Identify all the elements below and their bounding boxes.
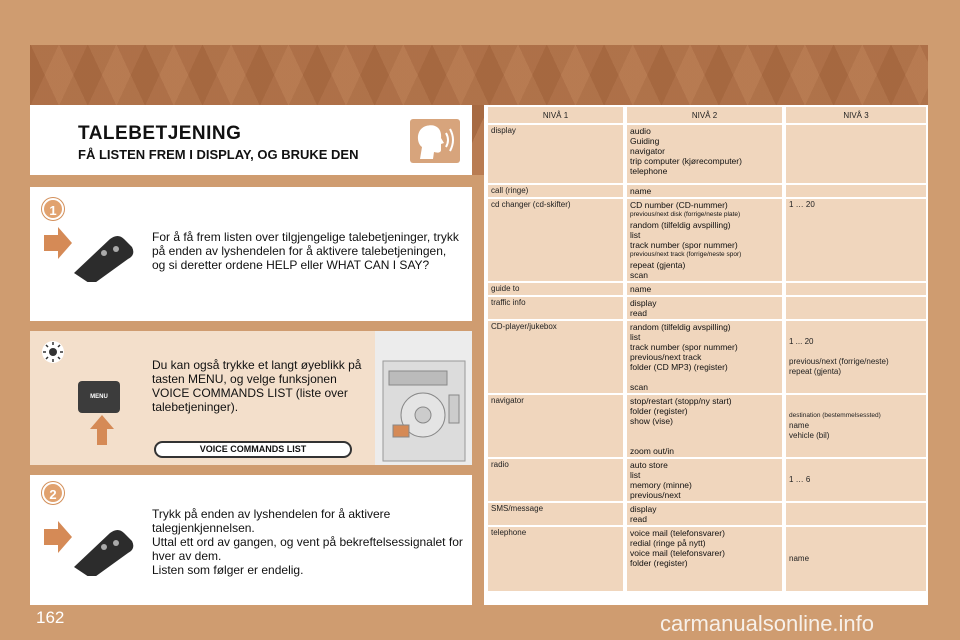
level1-cell: CD-player/jukebox xyxy=(488,321,623,393)
light-stalk-icon xyxy=(44,521,124,566)
table-row xyxy=(488,527,926,591)
step2-panel xyxy=(30,475,472,605)
level3-cell xyxy=(786,395,926,457)
option-item: scan xyxy=(630,270,648,280)
option-item: repeat (gjenta) xyxy=(789,367,842,376)
table-row xyxy=(488,321,926,393)
level2-cell xyxy=(627,297,782,319)
step2-text xyxy=(152,507,470,577)
option-item: Guiding xyxy=(630,136,660,146)
option-item: 1 … 20 xyxy=(789,200,815,209)
option-item: previous/next disk (forrige/neste plate) xyxy=(630,211,741,218)
option-item: voice mail (telefonsvarer) xyxy=(630,548,725,558)
option-item: previous/next track (forrige/neste spor) xyxy=(630,251,742,258)
title-box xyxy=(30,105,472,175)
option-item: list xyxy=(630,470,641,480)
option-item: track number (spor nummer) xyxy=(630,240,738,250)
option-item: destination (bestemmelsessted) xyxy=(789,412,881,419)
spacer xyxy=(789,347,923,357)
level1-cell: navigator xyxy=(488,395,623,457)
table-header-row xyxy=(488,107,926,123)
option-item: track number (spor nummer) xyxy=(630,342,738,352)
level2-cell xyxy=(627,185,782,197)
option-item: 1 … 6 xyxy=(789,475,811,484)
step2-line3: Listen som følger er endelig. xyxy=(152,563,304,577)
voice-head-icon xyxy=(410,119,460,163)
option-item: name xyxy=(630,186,652,196)
step2-line2: Uttal ett ord av gangen, og vent på bekreftelsessignalet for hver av dem. xyxy=(152,535,463,563)
table-row xyxy=(488,185,926,197)
level1-cell: radio xyxy=(488,459,623,501)
level2-cell xyxy=(627,527,782,591)
option-item: previous/next (forrige/neste) xyxy=(789,357,889,366)
press-arrow-icon xyxy=(90,415,114,450)
option-item: name xyxy=(789,554,810,563)
table-row xyxy=(488,125,926,183)
header-level1: NIVÅ 1 xyxy=(488,107,623,123)
menu-key[interactable]: MENU xyxy=(78,381,120,413)
level2-cell xyxy=(627,199,782,281)
table-row xyxy=(488,395,926,457)
option-item: repeat (gjenta) xyxy=(630,260,686,270)
header-level2: NIVÅ 2 xyxy=(627,107,782,123)
option-item: previous/next track xyxy=(630,352,702,362)
level2-cell xyxy=(627,503,782,525)
header-level3: NIVÅ 3 xyxy=(786,107,926,123)
level2-cell xyxy=(627,321,782,393)
option-item: read xyxy=(630,308,648,318)
level1-cell: display xyxy=(488,125,623,183)
voice-commands-list-button[interactable]: VOICE COMMANDS LIST xyxy=(154,441,352,458)
level1-cell: guide to xyxy=(488,283,623,295)
option-item: zoom out/in xyxy=(630,446,674,456)
option-item: vehicle (bil) xyxy=(789,431,830,440)
step2-line1: Trykk på enden av lyshendelen for å aktivere talegjenkjennelsen. xyxy=(152,507,391,535)
option-item: telephone xyxy=(630,166,668,176)
sun-icon xyxy=(42,341,64,363)
option-item: auto store xyxy=(630,460,668,470)
decorative-band-overlay xyxy=(30,45,928,105)
table-row xyxy=(488,283,926,295)
table-row xyxy=(488,459,926,501)
level3-cell xyxy=(786,125,926,183)
option-item: display xyxy=(630,504,657,514)
watermark: carmanualsonline.info xyxy=(660,611,875,636)
option-item: name xyxy=(789,421,810,430)
step1-badge: 1 xyxy=(42,198,64,220)
option-item: CD number (CD-nummer) xyxy=(630,200,728,210)
option-item: scan xyxy=(630,382,648,392)
option-item: folder (register) xyxy=(630,558,688,568)
level3-cell xyxy=(786,297,926,319)
light-stalk-icon xyxy=(44,227,124,272)
option-item: 1 ... 20 xyxy=(789,337,814,346)
level1-cell: traffic info xyxy=(488,297,623,319)
option-item: previous/next xyxy=(630,490,681,500)
option-item: audio xyxy=(630,126,651,136)
spacer xyxy=(630,436,779,446)
level3-cell xyxy=(786,459,926,501)
level2-cell xyxy=(627,395,782,457)
table-row xyxy=(488,297,926,319)
option-item: random (tilfeldig avspilling) xyxy=(630,220,731,230)
level3-cell xyxy=(786,321,926,393)
table-row xyxy=(488,199,926,281)
level2-cell xyxy=(627,125,782,183)
table-row xyxy=(488,503,926,525)
option-item: show (vise) xyxy=(630,416,673,426)
page-number: 162 xyxy=(36,608,65,627)
level1-cell: call (ringe) xyxy=(488,185,623,197)
spacer xyxy=(630,372,779,382)
tip-panel xyxy=(30,331,472,465)
voice-commands-table xyxy=(484,105,928,605)
option-item: display xyxy=(630,298,657,308)
tip-text: Du kan også trykke et langt øyeblikk på tasten MENU, og velge funksjonen VOICE COMMANDS LIST (liste over talebetjeninger). xyxy=(152,358,362,414)
step1-panel xyxy=(30,187,472,321)
option-item: read xyxy=(630,514,648,524)
option-item: random (tilfeldig avspilling) xyxy=(630,322,731,332)
level2-cell xyxy=(627,459,782,501)
level2-cell xyxy=(627,283,782,295)
level1-cell: telephone xyxy=(488,527,623,591)
spacer xyxy=(630,426,779,436)
option-item: navigator xyxy=(630,146,665,156)
option-item: memory (minne) xyxy=(630,480,692,490)
step2-badge: 2 xyxy=(42,482,64,504)
option-item: folder (register) xyxy=(630,406,688,416)
radio-panel-image xyxy=(375,331,472,465)
level3-cell xyxy=(786,185,926,197)
level3-cell xyxy=(786,199,926,281)
level3-cell xyxy=(786,527,926,591)
option-item: voice mail (telefonsvarer) xyxy=(630,528,725,538)
option-item: stop/restart (stopp/ny start) xyxy=(630,396,732,406)
level1-cell: SMS/message xyxy=(488,503,623,525)
page-subtitle: FÅ LISTEN FREM I DISPLAY, OG BRUKE DEN xyxy=(78,147,359,162)
option-item: list xyxy=(630,332,641,342)
page-title: TALEBETJENING xyxy=(78,123,242,144)
option-item: folder (CD MP3) (register) xyxy=(630,362,728,372)
option-item: redial (ringe på nytt) xyxy=(630,538,706,548)
step1-text: For å få frem listen over tilgjengelige talebetjeninger, trykk på enden av lyshendelen for å aktivere talebetjeningen, og si deretter ordene HELP eller WHAT CAN I SAY? xyxy=(152,230,459,272)
level1-cell: cd changer (cd-skifter) xyxy=(488,199,623,281)
option-item: name xyxy=(630,284,652,294)
option-item: trip computer (kjørecomputer) xyxy=(630,156,742,166)
level3-cell xyxy=(786,503,926,525)
level3-cell xyxy=(786,283,926,295)
option-item: list xyxy=(630,230,641,240)
